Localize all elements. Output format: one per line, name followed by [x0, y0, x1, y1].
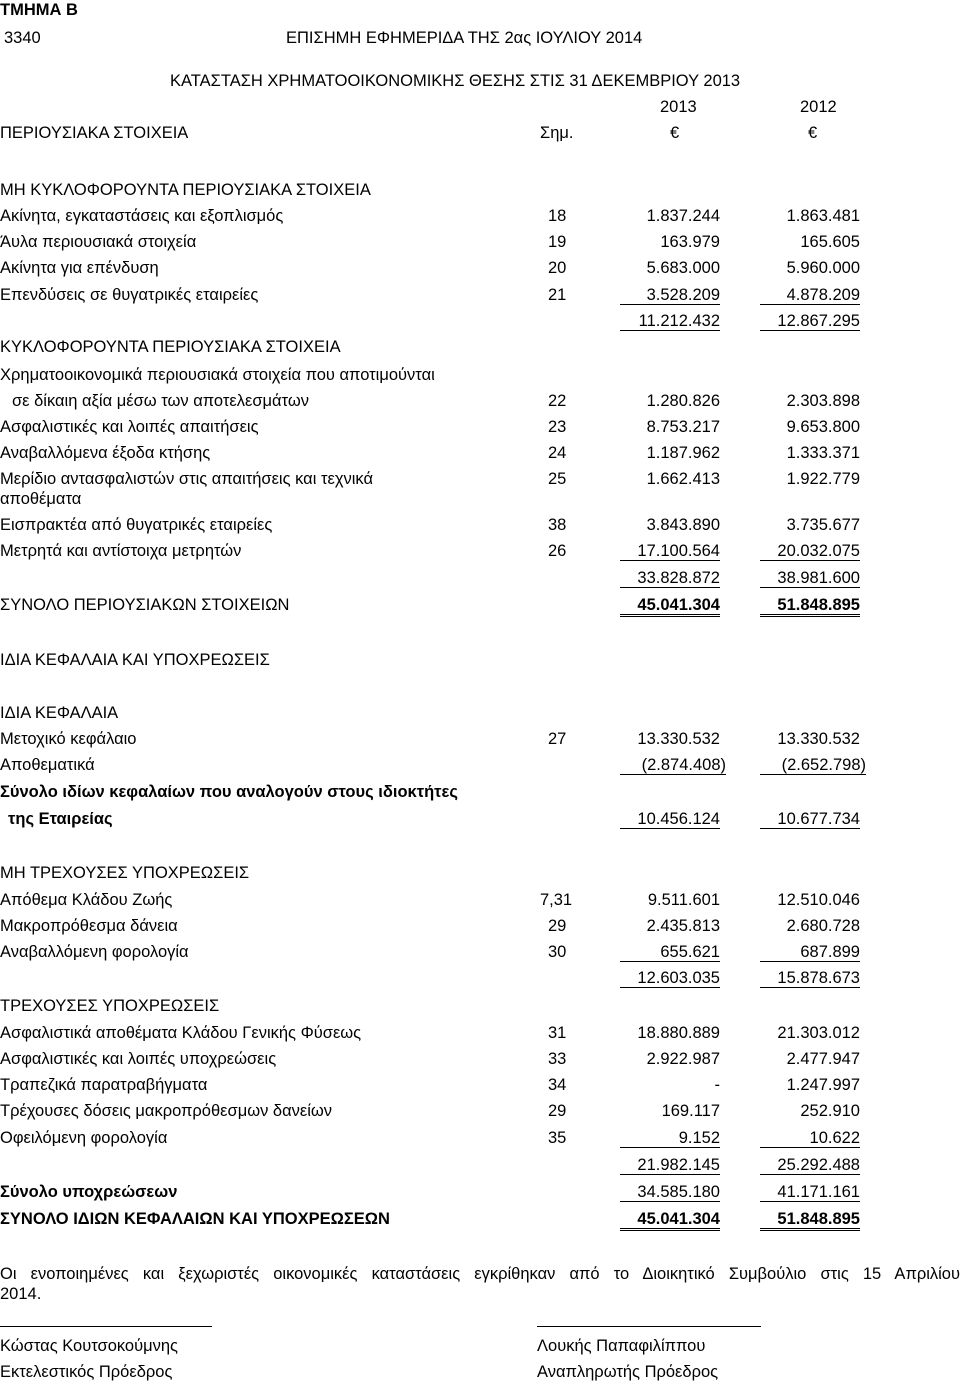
underline: [620, 304, 720, 305]
row-value-2013: -: [714, 1076, 720, 1094]
row-value-2013: 1.662.413: [646, 470, 720, 488]
noncurrent-assets-heading: ΜΗ ΚΥΚΛΟΦΟΡΟΥΝΤΑ ΠΕΡΙΟΥΣΙΑΚΑ ΣΤΟΙΧΕΙΑ: [0, 181, 371, 199]
total-equity-liabilities-2013: 45.041.304: [637, 1210, 720, 1228]
row-note: 38: [548, 516, 567, 534]
underline: [760, 987, 860, 988]
underline: [760, 961, 860, 962]
row-value-2013: 3.843.890: [646, 516, 720, 534]
fvtpl-label-line2: σε δίκαιη αξία μέσω των αποτελεσμάτων: [12, 392, 309, 410]
row-label: Ασφαλιστικά αποθέματα Κλάδου Γενικής Φύσεως: [0, 1024, 362, 1042]
row-value-2012: 2.680.728: [786, 917, 860, 935]
row-label: Επενδύσεις σε θυγατρικές εταιρείες: [0, 286, 259, 304]
noncurrent-assets-subtotal-2013: 11.212.432: [638, 312, 720, 330]
current-assets-heading: ΚΥΚΛΟΦΟΡΟΥΝΤΑ ΠΕΡΙΟΥΣΙΑΚΑ ΣΤΟΙΧΕΙΑ: [0, 338, 341, 356]
row-note: 7,31: [540, 891, 573, 909]
row-value-2013: 9.152: [678, 1129, 720, 1147]
row-label: Τρέχουσες δόσεις μακροπρόθεσμων δανείων: [0, 1102, 333, 1120]
row-note: 29: [548, 1102, 567, 1120]
row-note: 18: [548, 207, 567, 225]
row-note: 31: [548, 1024, 567, 1042]
underline: [760, 774, 866, 775]
row-value-2012: 687.899: [800, 943, 860, 961]
row-label: Αποθεματικά: [0, 756, 95, 774]
current-assets-subtotal-2013: 33.828.872: [637, 569, 720, 587]
noncurrent-liabilities-heading: ΜΗ ΤΡΕΧΟΥΣΕΣ ΥΠΟΧΡΕΩΣΕΙΣ: [0, 864, 250, 882]
row-value-2013: (2.874.408): [641, 756, 726, 774]
row-value-2013: 1.187.962: [646, 444, 720, 462]
total-assets-2013: 45.041.304: [637, 596, 720, 614]
underline: [620, 560, 720, 561]
equity-total-label-line1: Σύνολο ιδίων κεφαλαίων που αναλογούν στους ιδιοκτήτες: [0, 783, 458, 801]
underline: [620, 614, 720, 615]
approval-text-line1: Οι ενοποιημένες και ξεχωριστές οικονομικές καταστάσεις εγκρίθηκαν από το Διοικητικό Συμβούλιο στις 15 Απριλίου: [0, 1265, 960, 1283]
row-value-2012: 1.333.371: [786, 444, 860, 462]
row-value-2013: 655.621: [660, 943, 720, 961]
equity-heading: ΙΔΙΑ ΚΕΦΑΛΑΙΑ: [0, 704, 119, 722]
column-year-2012: 2012: [800, 98, 837, 116]
row-value-2012: 1.247.997: [786, 1076, 860, 1094]
row-value-2013: 8.753.217: [646, 418, 720, 436]
row-note: 20: [548, 259, 567, 277]
signatory-name-right: Λουκής Παπαφιλίππου: [537, 1337, 706, 1355]
current-liabilities-subtotal-2013: 21.982.145: [637, 1156, 720, 1174]
row-note: 23: [548, 418, 567, 436]
underline: [620, 330, 720, 331]
section-label: ΤΜΗΜΑ Β: [0, 1, 78, 19]
row-value-2013: 1.280.826: [646, 392, 720, 410]
underline: [760, 304, 860, 305]
underline: [760, 1228, 860, 1229]
row-value-2012: 252.910: [800, 1102, 860, 1120]
row-label: Αναβαλλόμενα έξοδα κτήσης: [0, 444, 211, 462]
underline: [760, 330, 860, 331]
row-note: 21: [548, 286, 567, 304]
reins-label-line1: Μερίδιο αντασφαλιστών στις απαιτήσεις και τεχνικά: [0, 470, 374, 488]
row-label: Εισπρακτέα από θυγατρικές εταιρείες: [0, 516, 273, 534]
row-value-2013: 2.922.987: [646, 1050, 720, 1068]
underline: [620, 1228, 720, 1229]
current-liabilities-subtotal-2012: 25.292.488: [777, 1156, 860, 1174]
row-note: 26: [548, 542, 567, 560]
row-value-2012: 2.303.898: [786, 392, 860, 410]
row-value-2012: 5.960.000: [786, 259, 860, 277]
total-equity-liabilities-label: ΣΥΝΟΛΟ ΙΔΙΩΝ ΚΕΦΑΛΑΙΩΝ ΚΑΙ ΥΠΟΧΡΕΩΣΕΩΝ: [0, 1210, 390, 1228]
row-value-2013: 163.979: [660, 233, 720, 251]
assets-heading: ΠΕΡΙΟΥΣΙΑΚΑ ΣΤΟΙΧΕΙΑ: [0, 124, 189, 142]
underline: [760, 1230, 860, 1231]
column-year-2013: 2013: [660, 98, 697, 116]
row-value-2012: 10.622: [809, 1129, 860, 1147]
total-liabilities-2012: 41.171.161: [777, 1183, 860, 1201]
underline: [620, 961, 720, 962]
row-value-2012: (2.652.798): [781, 756, 866, 774]
underline: [620, 828, 720, 829]
row-note: 34: [548, 1076, 567, 1094]
row-label: Ασφαλιστικές και λοιπές υποχρεώσεις: [0, 1050, 277, 1068]
underline: [760, 560, 860, 561]
row-label: Απόθεμα Κλάδου Ζωής: [0, 891, 173, 909]
row-note: 29: [548, 917, 567, 935]
total-assets-label: ΣΥΝΟΛΟ ΠΕΡΙΟΥΣΙΑΚΩΝ ΣΤΟΙΧΕΙΩΝ: [0, 596, 290, 614]
equity-total-2012: 10.677.734: [777, 810, 860, 828]
row-value-2013: 5.683.000: [646, 259, 720, 277]
row-note: 22: [548, 392, 567, 410]
row-value-2013: 169.117: [661, 1102, 720, 1120]
row-note: 35: [548, 1129, 567, 1147]
row-label: Ακίνητα, εγκαταστάσεις και εξοπλισμός: [0, 207, 284, 225]
fvtpl-label-line1: Χρηματοοικονομικά περιουσιακά στοιχεία που αποτιμούνται: [0, 366, 435, 384]
underline: [620, 1201, 720, 1202]
row-value-2012: 20.032.075: [777, 542, 860, 560]
row-label: Μετοχικό κεφάλαιο: [0, 730, 137, 748]
underline: [760, 587, 860, 588]
row-note: 30: [548, 943, 567, 961]
underline: [620, 587, 720, 588]
row-value-2012: 1.922.779: [786, 470, 860, 488]
underline: [620, 1230, 720, 1231]
underline: [760, 828, 860, 829]
total-equity-liabilities-2012: 51.848.895: [777, 1210, 860, 1228]
row-note: 24: [548, 444, 567, 462]
noncurrent-liabilities-subtotal-2012: 15.878.673: [777, 969, 860, 987]
row-value-2012: 21.303.012: [777, 1024, 860, 1042]
underline: [760, 1174, 860, 1175]
row-label: Ακίνητα για επένδυση: [0, 259, 159, 277]
note-column-header: Σημ.: [540, 124, 574, 142]
approval-text-line2: 2014.: [0, 1285, 42, 1303]
row-value-2013: 18.880.889: [637, 1024, 720, 1042]
statement-title: ΚΑΤΑΣΤΑΣΗ ΧΡΗΜΑΤΟΟΙΚΟΝΟΜΙΚΗΣ ΘΕΣΗΣ ΣΤΙΣ 31 ΔΕΚΕΜΒΡΙΟΥ 2013: [170, 72, 741, 90]
row-value-2012: 3.735.677: [786, 516, 860, 534]
page-number: 3340: [4, 29, 41, 47]
underline: [760, 616, 860, 617]
row-value-2013: 1.837.244: [646, 207, 720, 225]
gazette-title: ΕΠΙΣΗΜΗ ΕΦΗΜΕΡΙΔΑ ΤΗΣ 2ας ΙΟΥΛΙΟΥ 2014: [286, 29, 643, 47]
signature-line-right: [537, 1326, 761, 1327]
row-value-2013: 2.435.813: [646, 917, 720, 935]
row-note: 19: [548, 233, 567, 251]
equity-liabilities-heading: ΙΔΙΑ ΚΕΦΑΛΑΙΑ ΚΑΙ ΥΠΟΧΡΕΩΣΕΙΣ: [0, 651, 270, 669]
underline: [760, 1147, 860, 1148]
noncurrent-liabilities-subtotal-2013: 12.603.035: [637, 969, 720, 987]
row-label: Τραπεζικά παρατραβήγματα: [0, 1076, 208, 1094]
row-note: 27: [548, 730, 567, 748]
row-label: Αναβαλλόμενη φορολογία: [0, 943, 189, 961]
signatory-role-right: Αναπληρωτής Πρόεδρος: [537, 1363, 719, 1381]
signatory-role-left: Εκτελεστικός Πρόεδρος: [0, 1363, 173, 1381]
equity-total-label-line2: της Εταιρείας: [8, 810, 113, 828]
row-value-2013: 3.528.209: [646, 286, 720, 304]
underline: [760, 614, 860, 615]
row-label: Άυλα περιουσιακά στοιχεία: [0, 233, 197, 251]
row-value-2013: 17.100.564: [637, 542, 720, 560]
underline: [620, 774, 726, 775]
signatory-name-left: Κώστας Κουτσοκούμνης: [0, 1337, 179, 1355]
row-label: Οφειλόμενη φορολογία: [0, 1129, 168, 1147]
currency-2013: €: [670, 124, 680, 142]
row-label: Ασφαλιστικές και λοιπές απαιτήσεις: [0, 418, 259, 436]
underline: [620, 616, 720, 617]
row-value-2012: 9.653.800: [786, 418, 860, 436]
underline: [620, 1174, 720, 1175]
row-label: Μετρητά και αντίστοιχα μετρητών: [0, 542, 242, 560]
underline: [760, 1201, 860, 1202]
total-liabilities-2013: 34.585.180: [637, 1183, 720, 1201]
total-liabilities-label: Σύνολο υποχρεώσεων: [0, 1183, 178, 1201]
row-value-2013: 9.511.601: [647, 891, 720, 909]
current-assets-subtotal-2012: 38.981.600: [777, 569, 860, 587]
row-note: 25: [548, 470, 567, 488]
reins-label-line2: αποθέματα: [0, 490, 82, 508]
signature-line-left: [0, 1326, 212, 1327]
current-liabilities-heading: ΤΡΕΧΟΥΣΕΣ ΥΠΟΧΡΕΩΣΕΙΣ: [0, 997, 220, 1015]
underline: [620, 987, 720, 988]
equity-total-2013: 10.456.124: [637, 810, 720, 828]
total-assets-2012: 51.848.895: [777, 596, 860, 614]
row-value-2012: 1.863.481: [786, 207, 860, 225]
row-value-2012: 165.605: [800, 233, 860, 251]
row-value-2013: 13.330.532: [637, 730, 720, 748]
row-value-2012: 2.477.947: [786, 1050, 860, 1068]
row-value-2012: 13.330.532: [777, 730, 860, 748]
noncurrent-assets-subtotal-2012: 12.867.295: [777, 312, 860, 330]
row-note: 33: [548, 1050, 567, 1068]
row-value-2012: 4.878.209: [786, 286, 860, 304]
row-value-2012: 12.510.046: [777, 891, 860, 909]
currency-2012: €: [808, 124, 818, 142]
row-label: Μακροπρόθεσμα δάνεια: [0, 917, 178, 935]
underline: [620, 1147, 720, 1148]
